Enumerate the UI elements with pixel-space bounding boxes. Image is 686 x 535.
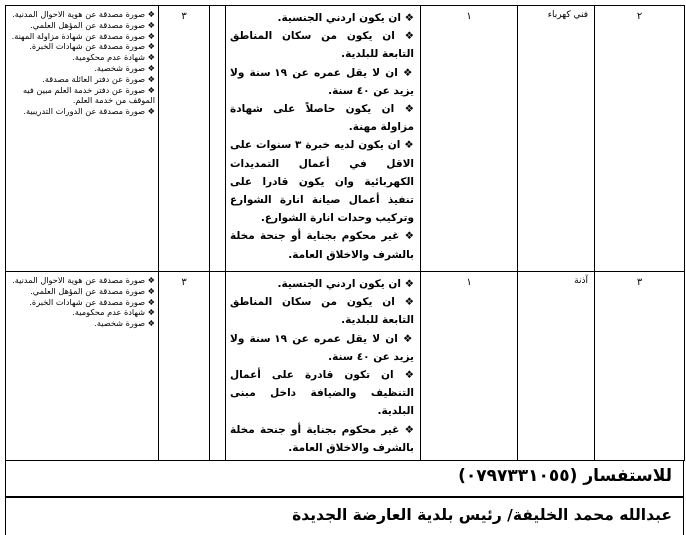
table-row [6,272,685,461]
vacancy-count: ١ [466,11,472,22]
documents-count: ٣ [181,277,187,288]
condition-item: ❖ ان يكون من سكان المناطق التابعة للبلدية. [230,296,414,327]
condition-item: ❖ ان يكون اردني الجنسية. [277,278,414,290]
condition-item: ❖ ان لا يقل عمره عن ١٩ سنة ولا يزيد عن ٤٠ سنة. [230,332,414,363]
row-number-cell [595,272,685,461]
condition-item: ❖ ان يكون اردني الجنسية. [277,12,414,24]
documents-count-cell [159,272,210,461]
conditions-cell [226,6,421,272]
job-title-cell [518,272,595,461]
documents-count: ٣ [181,11,187,22]
document-item: ❖ صورة عن دفتر العائلة مصدقة. [42,73,155,84]
condition-item: ❖ ان يكون حاصلاً على شهادة مزاولة مهنة. [230,103,414,134]
vacancy-count-cell [421,6,518,272]
vacancy-count: ١ [466,277,472,288]
job-title: فني كهرباء [547,10,588,20]
conditions-list [226,272,420,459]
condition-item: ❖ ان لا يقل عمره عن ١٩ سنة ولا يزيد عن ٤٠ سنة. [230,66,414,97]
inquiry-phone: للاستفسار (٠٧٩٧٣٣١٠٥٥) [458,466,672,486]
condition-item: ❖ ان يكون لديه خبرة ٣ سنوات على الاقل في أعمال التمديدات الكهربائية وان يكون قادرا على تنفيذ أعمال صيانة انارة الشوارع وتركيب وحدات انارة الشوارع. [230,139,414,225]
condition-item: ❖ غير محكوم بجناية أو جنحة مخلة بالشرف والاخلاق العامة. [230,423,414,454]
document-item: ❖ صورة مصدقة عن هوية الاحوال المدنية. [12,275,155,285]
row-number-cell [595,6,685,272]
spacer-cell [210,272,226,461]
condition-item: ❖ ان يكون من سكان المناطق التابعة للبلدية. [230,30,414,61]
condition-item: ❖ ان تكون قادرة على أعمال التنظيف والضيافة داخل مبنى البلدية. [230,369,414,418]
document-item: ❖ شهادة عدم محكومية. [72,307,155,318]
document-item: ❖ صورة شخصية. [94,62,155,73]
document-item: ❖ صورة مصدقة عن الدورات التدريبية. [23,106,155,117]
row-number: ٣ [636,277,643,288]
signature-line: عبدالله محمد الخليفة/ رئيس بلدية العارضة الجديدة [292,506,672,524]
spacer-cell [210,6,226,272]
document-item: ❖ صورة مصدقة عن شهادات الخبرة. [29,296,155,307]
document-item: ❖ صورة عن دفتر خدمة العلم مبين فيه الموقف من خدمة العلم. [23,84,155,106]
documents-list [6,6,158,117]
document-item: ❖ صورة مصدقة عن المؤهل العلمي. [30,285,155,296]
documents-list [6,272,158,329]
conditions-list [226,6,420,266]
conditions-cell [226,272,421,461]
table-row [6,6,685,272]
footer-divider [5,496,684,498]
job-title: آذنة [574,276,588,286]
vacancy-count-cell [421,272,518,461]
document-item: ❖ صورة مصدقة عن هوية الاحوال المدنية. [12,9,155,19]
row-number: ٢ [636,11,643,22]
document-item: ❖ صورة شخصية. [94,318,155,329]
documents-cell [6,6,159,272]
document-item: ❖ صورة مصدقة عن شهادة مزاولة المهنة. [11,30,155,41]
document-item: ❖ صورة مصدقة عن شهادات الخبرة. [29,41,155,52]
documents-count-cell [159,6,210,272]
documents-cell [6,272,159,461]
document-item: ❖ شهادة عدم محكومية. [72,52,155,63]
condition-item: ❖ غير محكوم بجناية أو جنحة مخلة بالشرف والاخلاق العامة. [230,230,414,261]
job-title-cell [518,6,595,272]
document-item: ❖ صورة مصدقة عن المؤهل العلمي. [30,19,155,30]
jobs-table [5,5,685,461]
